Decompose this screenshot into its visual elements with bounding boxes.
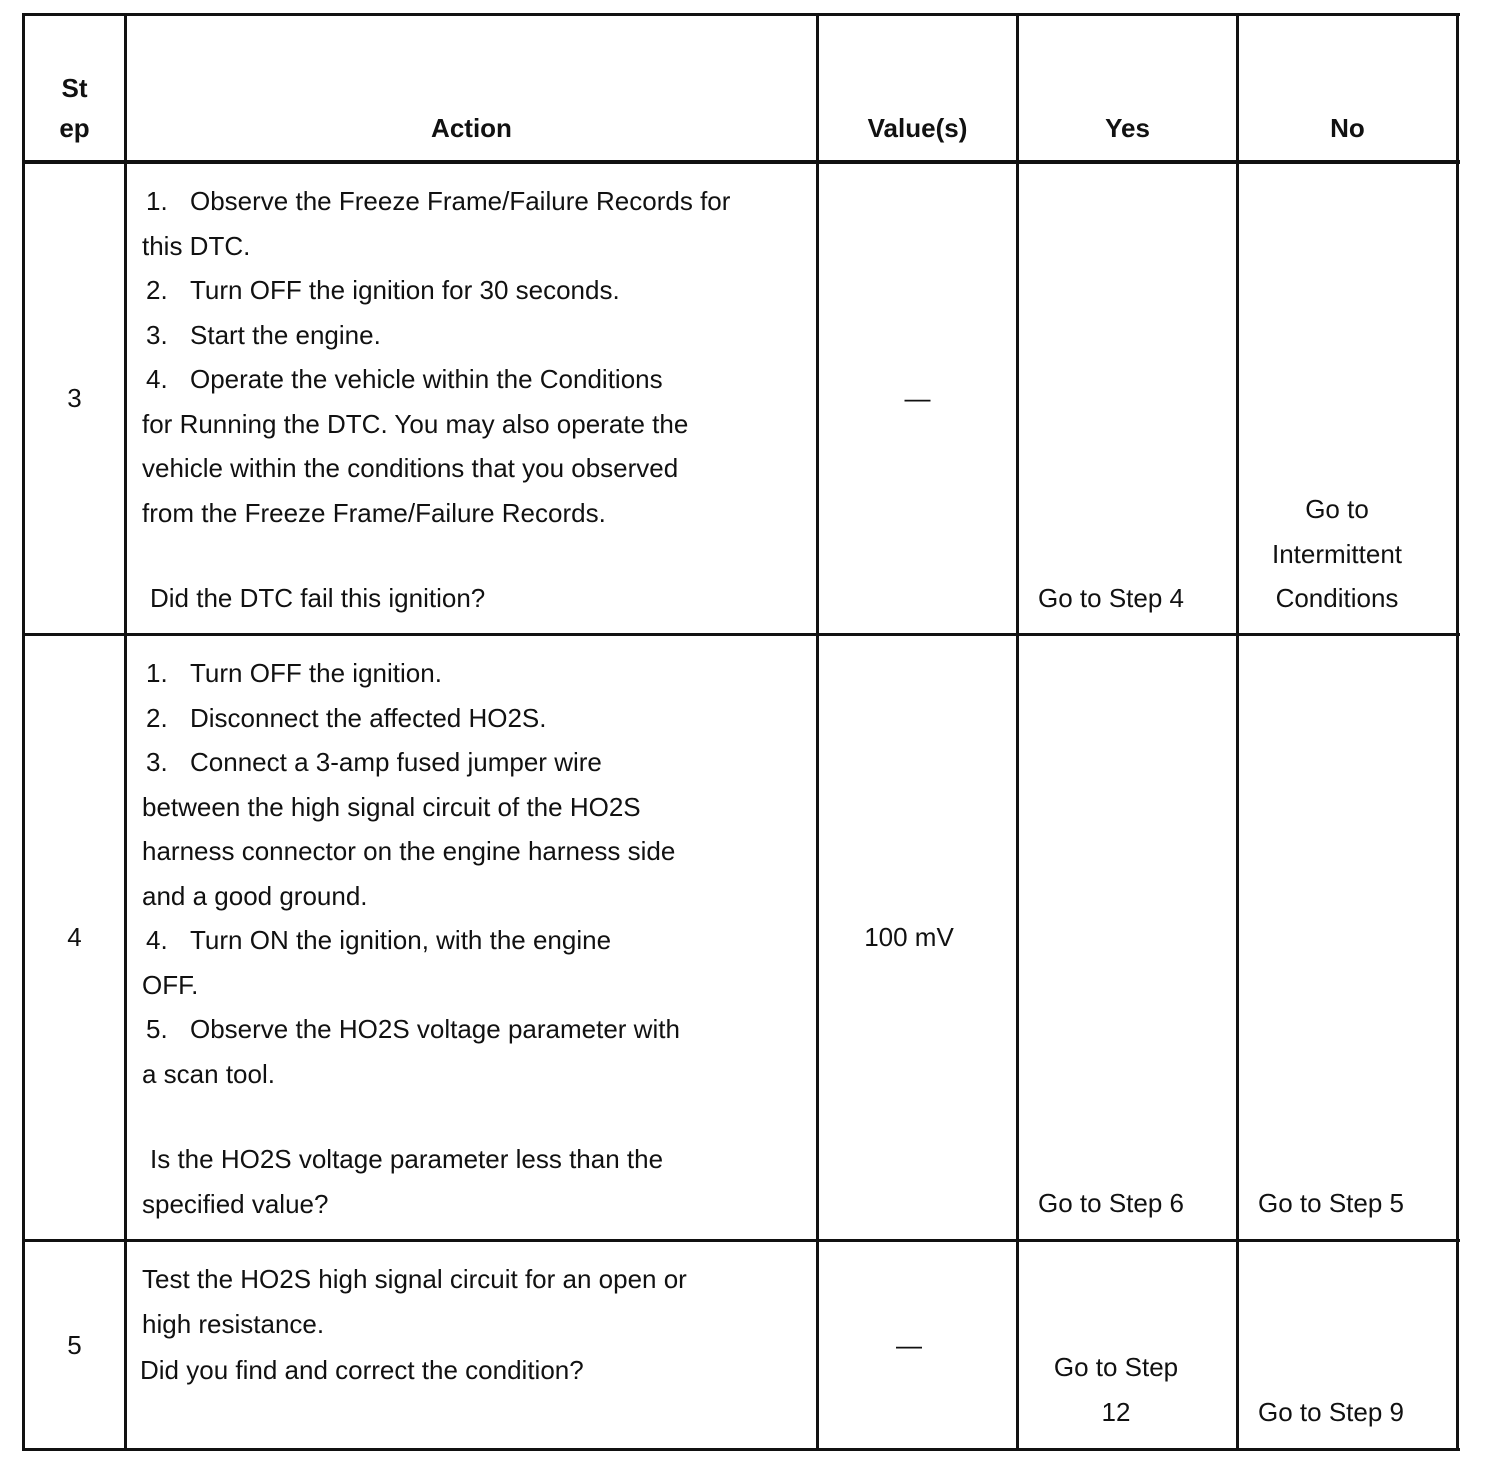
header-step: St ep	[59, 73, 90, 143]
list-item: this DTC.	[142, 230, 251, 261]
value-cell: —	[896, 1330, 922, 1360]
action-instructions	[142, 1257, 687, 1346]
header-action: Action	[431, 113, 512, 143]
column-divider	[124, 13, 127, 1451]
list-item: for Running the DTC. You may also operate the	[142, 408, 689, 439]
list-item: harness connector on the engine harness side	[142, 836, 676, 866]
action-instructions	[142, 651, 680, 1096]
yes-cell: Go to Step 4	[1038, 583, 1184, 613]
table-border-top	[22, 13, 1460, 16]
header-values: Value(s)	[867, 113, 968, 143]
list-item: 5. Observe the HO2S voltage parameter with	[146, 1014, 680, 1044]
list-item: a scan tool.	[142, 1058, 275, 1089]
column-divider	[1236, 13, 1239, 1451]
list-item: 1. Observe the Freeze Frame/Failure Records for	[146, 186, 731, 216]
step-number: 3	[67, 383, 82, 413]
no-cell: Go to Step 5	[1258, 1188, 1404, 1218]
list-item: 4. Turn ON the ignition, with the engine	[146, 925, 612, 955]
list-item: high resistance.	[142, 1308, 325, 1339]
value-cell: —	[904, 383, 931, 413]
list-item: 3. Start the engine.	[146, 319, 381, 350]
action-question: Did the DTC fail this ignition?	[150, 583, 486, 613]
column-divider	[816, 13, 819, 1451]
row-divider	[22, 1239, 1460, 1242]
table-border-right	[1456, 13, 1459, 1451]
list-item: 3. Connect a 3-amp fused jumper wire	[146, 747, 602, 777]
diagnostic-table	[22, 13, 1460, 1451]
row-divider	[22, 633, 1460, 636]
list-item: 1. Turn OFF the ignition.	[146, 658, 442, 688]
action-question: Is the HO2S voltage parameter less than the specified value?	[142, 1144, 664, 1219]
list-item: and a good ground.	[142, 880, 368, 911]
list-item: 2. Turn OFF the ignition for 30 seconds.	[146, 275, 620, 305]
action-instructions	[142, 179, 730, 535]
action-question: Did you find and correct the condition?	[140, 1355, 584, 1385]
list-item: 4. Operate the vehicle within the Conditions	[146, 364, 663, 394]
header-no: No	[1330, 113, 1365, 143]
header-yes: Yes	[1105, 113, 1150, 143]
list-item: between the high signal circuit of the HO2S	[142, 791, 641, 822]
yes-cell: Go to Step 6	[1038, 1188, 1184, 1218]
step-number: 4	[67, 922, 82, 952]
header-divider	[22, 160, 1460, 164]
list-item: from the Freeze Frame/Failure Records.	[142, 497, 606, 528]
list-item: Test the HO2S high signal circuit for an open or	[142, 1264, 687, 1294]
value-cell: 100 mV	[864, 922, 954, 952]
list-item: OFF.	[142, 969, 199, 1000]
list-item: 2. Disconnect the affected HO2S.	[146, 702, 547, 733]
step-number: 5	[67, 1330, 82, 1360]
column-divider	[1016, 13, 1019, 1451]
no-cell: Go to Step 9	[1258, 1397, 1404, 1427]
table-border-left	[22, 13, 25, 1451]
no-cell: Go to Intermittent Conditions	[1271, 494, 1403, 613]
list-item: vehicle within the conditions that you observed	[142, 453, 679, 483]
yes-cell: Go to Step 12	[1053, 1352, 1179, 1427]
table-border-bottom	[22, 1448, 1460, 1451]
